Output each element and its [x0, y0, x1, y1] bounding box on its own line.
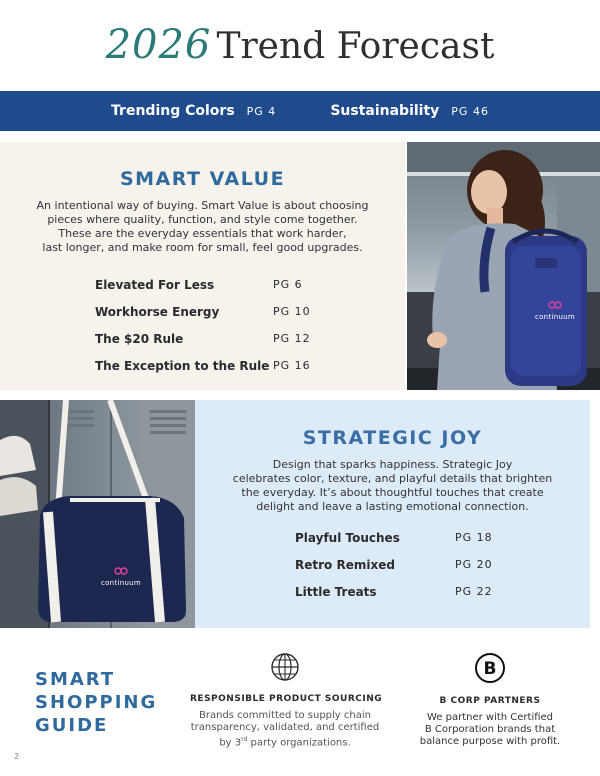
- smart-value-panel: [0, 142, 405, 390]
- list-item-page: PG 10: [273, 305, 311, 318]
- responsible-sourcing-column: [190, 652, 383, 749]
- list-item-label: Little Treats: [295, 584, 377, 599]
- smart-shopping-guide-title: [35, 668, 157, 737]
- nav-item-page: PG 46: [451, 105, 489, 118]
- section-nav-band: [0, 91, 600, 131]
- continuum-loop-icon: [114, 567, 128, 575]
- guide-title-line: SHOPPING: [35, 692, 158, 713]
- continuum-logo: [523, 294, 587, 321]
- description-line: the everyday. It’s about thoughtful touches that create: [241, 486, 544, 499]
- list-item[interactable]: [95, 325, 375, 352]
- text-line: Brands committed to supply chain: [199, 710, 371, 721]
- list-item-page: PG 6: [273, 278, 303, 291]
- globe-icon: [270, 652, 300, 682]
- ordinal-suffix: rd: [241, 736, 248, 743]
- list-item[interactable]: [295, 578, 555, 605]
- duffel-bag-photo: [0, 400, 195, 628]
- smart-value-list: [95, 271, 375, 379]
- list-item-label: The $20 Rule: [95, 331, 184, 346]
- nav-item-page: PG 4: [246, 105, 277, 118]
- description-line: pieces where quality, function, and style come together.: [47, 213, 358, 226]
- nav-item-trending-colors[interactable]: [111, 103, 276, 119]
- list-item-page: PG 20: [455, 558, 493, 571]
- b-corp-column: [415, 652, 565, 748]
- responsible-sourcing-heading: RESPONSIBLE PRODUCT SOURCING: [190, 694, 383, 704]
- description-line: celebrates color, texture, and playful details that brighten: [232, 472, 553, 485]
- list-item-label: Playful Touches: [295, 530, 400, 545]
- list-item-label: Retro Remixed: [295, 557, 395, 572]
- page-title: [0, 22, 600, 68]
- strategic-joy-panel: [195, 400, 590, 628]
- list-item-label: Workhorse Energy: [95, 304, 220, 319]
- text-fragment: party organizations.: [247, 737, 351, 749]
- description-line: delight and leave a lasting emotional connection.: [256, 500, 529, 513]
- b-corp-icon-letter: B: [483, 659, 497, 679]
- nav-item-label: Trending Colors: [111, 103, 235, 119]
- description-line: last longer, and make room for small, feel good upgrades.: [42, 241, 363, 254]
- list-item-page: PG 18: [455, 531, 493, 544]
- b-corp-icon: [474, 652, 506, 684]
- list-item[interactable]: [95, 298, 375, 325]
- text-fragment: by 3: [219, 737, 242, 749]
- text-line: transparency, validated, and certified: [190, 722, 380, 733]
- page-number: 2: [14, 752, 20, 761]
- backpack-photo: [407, 142, 600, 390]
- title-text: Trend Forecast: [216, 26, 495, 67]
- responsible-sourcing-text: [190, 710, 380, 749]
- text-line: We partner with Certified: [426, 712, 554, 723]
- continuum-logo-text: continuum: [100, 579, 142, 587]
- list-item[interactable]: [95, 352, 375, 379]
- backpack-photo-illustration: [407, 142, 600, 390]
- nav-item-label: Sustainability: [330, 103, 440, 119]
- list-item-page: PG 12: [273, 332, 311, 345]
- continuum-logo-text: continuum: [534, 313, 576, 321]
- list-item[interactable]: [95, 271, 375, 298]
- list-item-label: Elevated For Less: [95, 277, 215, 292]
- description-line: An intentional way of buying. Smart Value is about choosing: [36, 199, 369, 212]
- text-line: [190, 734, 380, 749]
- strategic-joy-title: STRATEGIC JOY: [302, 427, 483, 449]
- title-year: 2026: [105, 22, 212, 68]
- guide-title-line: GUIDE: [35, 715, 109, 736]
- continuum-logo: [92, 560, 150, 587]
- list-item-page: PG 22: [455, 585, 493, 598]
- duffel-photo-illustration: [0, 400, 195, 628]
- text-line: balance purpose with profit.: [419, 736, 561, 747]
- b-corp-text: [415, 712, 565, 748]
- smart-value-title: SMART VALUE: [119, 168, 286, 190]
- guide-title-line: SMART: [35, 669, 116, 690]
- list-item-page: PG 16: [273, 359, 311, 372]
- description-line: Design that sparks happiness. Strategic Joy: [272, 458, 513, 471]
- list-item[interactable]: [295, 524, 555, 551]
- list-item[interactable]: [295, 551, 555, 578]
- strategic-joy-list: [295, 524, 555, 605]
- text-line: B Corporation brands that: [424, 724, 556, 735]
- b-corp-heading: B CORP PARTNERS: [439, 696, 541, 706]
- smart-value-description: [20, 199, 385, 255]
- list-item-label: The Exception to the Rule: [95, 358, 270, 373]
- strategic-joy-description: [220, 458, 565, 514]
- description-line: These are the everyday essentials that work harder,: [58, 227, 347, 240]
- continuum-loop-icon: [548, 301, 562, 309]
- nav-item-sustainability[interactable]: [330, 103, 489, 119]
